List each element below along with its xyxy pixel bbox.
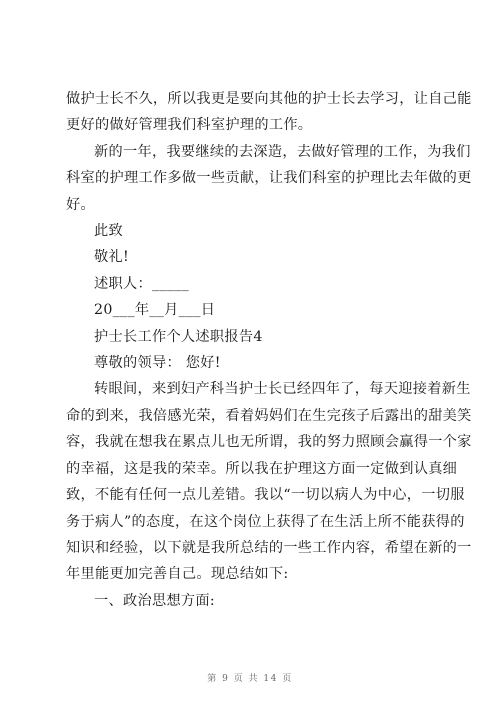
section-title: 护士长工作个人述职报告4 xyxy=(94,328,263,345)
text-line: 务于病人”的态度，在这个岗位上获得了在生活上所不能获得的 xyxy=(66,513,465,530)
page-footer xyxy=(0,671,500,684)
signature-line: 述职人：_____ xyxy=(94,275,189,292)
text-line: 做护士长不久，所以我更是要向其他的护士长去学习，让自己能 xyxy=(66,91,472,107)
text-line: 容，我就在想我在累点儿也无所谓，我的努力照顾会赢得一个家 xyxy=(66,434,472,451)
text-line: 的幸福，这是我的荣幸。所以我在护理这方面一定做到认真细 xyxy=(66,460,458,477)
text-line: 更好的做好管理我们科室护理的工作。 xyxy=(66,117,313,134)
date-line: 20___年__月___日 xyxy=(94,302,216,319)
text-line: 好。 xyxy=(66,196,95,213)
text-line: 科室的护理工作多做一些贡献，让我们科室的护理比去年做的更 xyxy=(66,170,472,187)
closing-regards: 敬礼! xyxy=(94,249,129,266)
closing-salutation: 此致 xyxy=(94,223,123,240)
text-line: 转眼间，来到妇产科当护士长已经四年了，每天迎接着新生 xyxy=(94,381,471,398)
text-line: 命的到来，我倍感光荣，看着妈妈们在生完孩子后露出的甜美笑 xyxy=(66,407,472,424)
page-number: 第 9 页 共 14 页 xyxy=(207,674,293,684)
greeting-line: 尊敬的领导： 您好! xyxy=(94,355,221,372)
subsection-heading: 一、政治思想方面: xyxy=(94,592,215,609)
text-line: 年里能更加完善自己。现总结如下: xyxy=(66,566,289,583)
text-line: 新的一年，我要继续的去深造，去做好管理的工作，为我们 xyxy=(94,143,471,160)
text-line: 知识和经验，以下就是我所总结的一些工作内容，希望在新的一 xyxy=(66,539,472,556)
text-line: 致，不能有任何一点儿差错。我以“一切以病人为中心，一切服 xyxy=(66,487,465,504)
document-body xyxy=(66,86,472,614)
